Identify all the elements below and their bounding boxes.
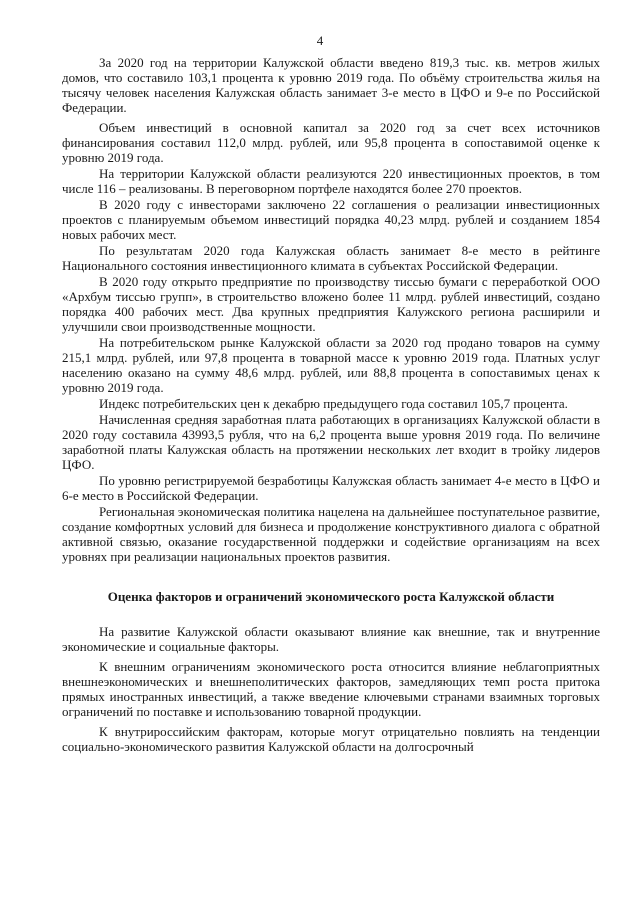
paragraph-factors-intro: На развитие Калужской области оказывают влияние как внешние, так и внутренние экономические и социальные факторы. bbox=[62, 624, 600, 654]
paragraph-wages: Начисленная средняя заработная плата работающих в организациях Калужской области в 2020 году составила 43993,5 рубля, что на 6,2 процента выше уровня 2019 года. По величине заработной платы Калужская область на протяжении нескольких лет входит в тройку лидеров ЦФО. bbox=[62, 412, 600, 472]
page-number: 4 bbox=[316, 33, 324, 48]
paragraph-housing: За 2020 год на территории Калужской области введено 819,3 тыс. кв. метров жилых домов, что составило 103,1 процента к уровню 2019 года. По объёму строительства жилья на тысячу человек населения Калужская область занимает 3-е место в ЦФО и 9-е по Российской Федерации. bbox=[62, 55, 600, 115]
document-body bbox=[62, 55, 600, 759]
section-heading: Оценка факторов и ограничений экономического роста Калужской области bbox=[107, 589, 555, 604]
paragraph-new-enterprise: В 2020 году открыто предприятие по производству тиссью бумаги с переработкой ООО «Архбум тиссью групп», в строительство вложено более 11 млрд. рублей инвестиций, создано порядка 400 рабочих мест. Два крупных предприятия Калужского региона расширили и улучшили свои производственные мощности. bbox=[62, 274, 600, 334]
paragraph-economic-policy: Региональная экономическая политика нацелена на дальнейшее поступательное развитие, создание комфортных условий для бизнеса и продолжение конструктивного диалога с обратной активной связью, оказание государственной поддержки и содействие организациям на всех уровнях при реализации национальных проектов развития. bbox=[62, 504, 600, 564]
paragraph-price-index: Индекс потребительских цен к декабрю предыдущего года составил 105,7 процента. bbox=[99, 396, 568, 411]
paragraph-external-constraints: К внешним ограничениям экономического роста относится влияние неблагоприятных внешнеэкономических и внешнеполитических факторов, замедляющих темп роста притока прямых иностранных инвестиций, а также введение ключевыми странами взаимных торговых ограничений по поставке и использованию товарной продукции. bbox=[62, 659, 600, 719]
paragraph-agreements: В 2020 году с инвесторами заключено 22 соглашения о реализации инвестиционных проектов с планируемым объемом инвестиций порядка 40,23 млрд. рублей и созданием 1854 новых рабочих мест. bbox=[62, 197, 600, 242]
paragraph-investment-projects: На территории Калужской области реализуются 220 инвестиционных проектов, в том числе 116 – реализованы. В переговорном портфеле находятся более 270 проектов. bbox=[62, 166, 600, 196]
paragraph-rating: По результатам 2020 года Калужская область занимает 8-е место в рейтинге Национального состояния инвестиционного климата в субъектах Российской Федерации. bbox=[62, 243, 600, 273]
paragraph-investment-volume: Объем инвестиций в основной капитал за 2020 год за счет всех источников финансирования составил 112,0 млрд. рублей, или 95,8 процента в сопоставимой оценке к уровню 2019 года. bbox=[62, 120, 600, 165]
paragraph-internal-factors: К внутрироссийским факторам, которые могут отрицательно повлиять на тенденции социально-экономического развития Калужской области на долгосрочный bbox=[62, 724, 600, 754]
paragraph-consumer-market: На потребительском рынке Калужской области за 2020 год продано товаров на сумму 215,1 млрд. рублей, или 97,8 процента в товарной массе к уровню 2019 года. Платных услуг населению оказано на сумму 48,6 млрд. рублей, или 88,8 процента в сопоставимых ценах к уровню 2019 года. bbox=[62, 335, 600, 395]
paragraph-unemployment: По уровню регистрируемой безработицы Калужская область занимает 4-е место в ЦФО и 6-е место в Российской Федерации. bbox=[62, 473, 600, 503]
